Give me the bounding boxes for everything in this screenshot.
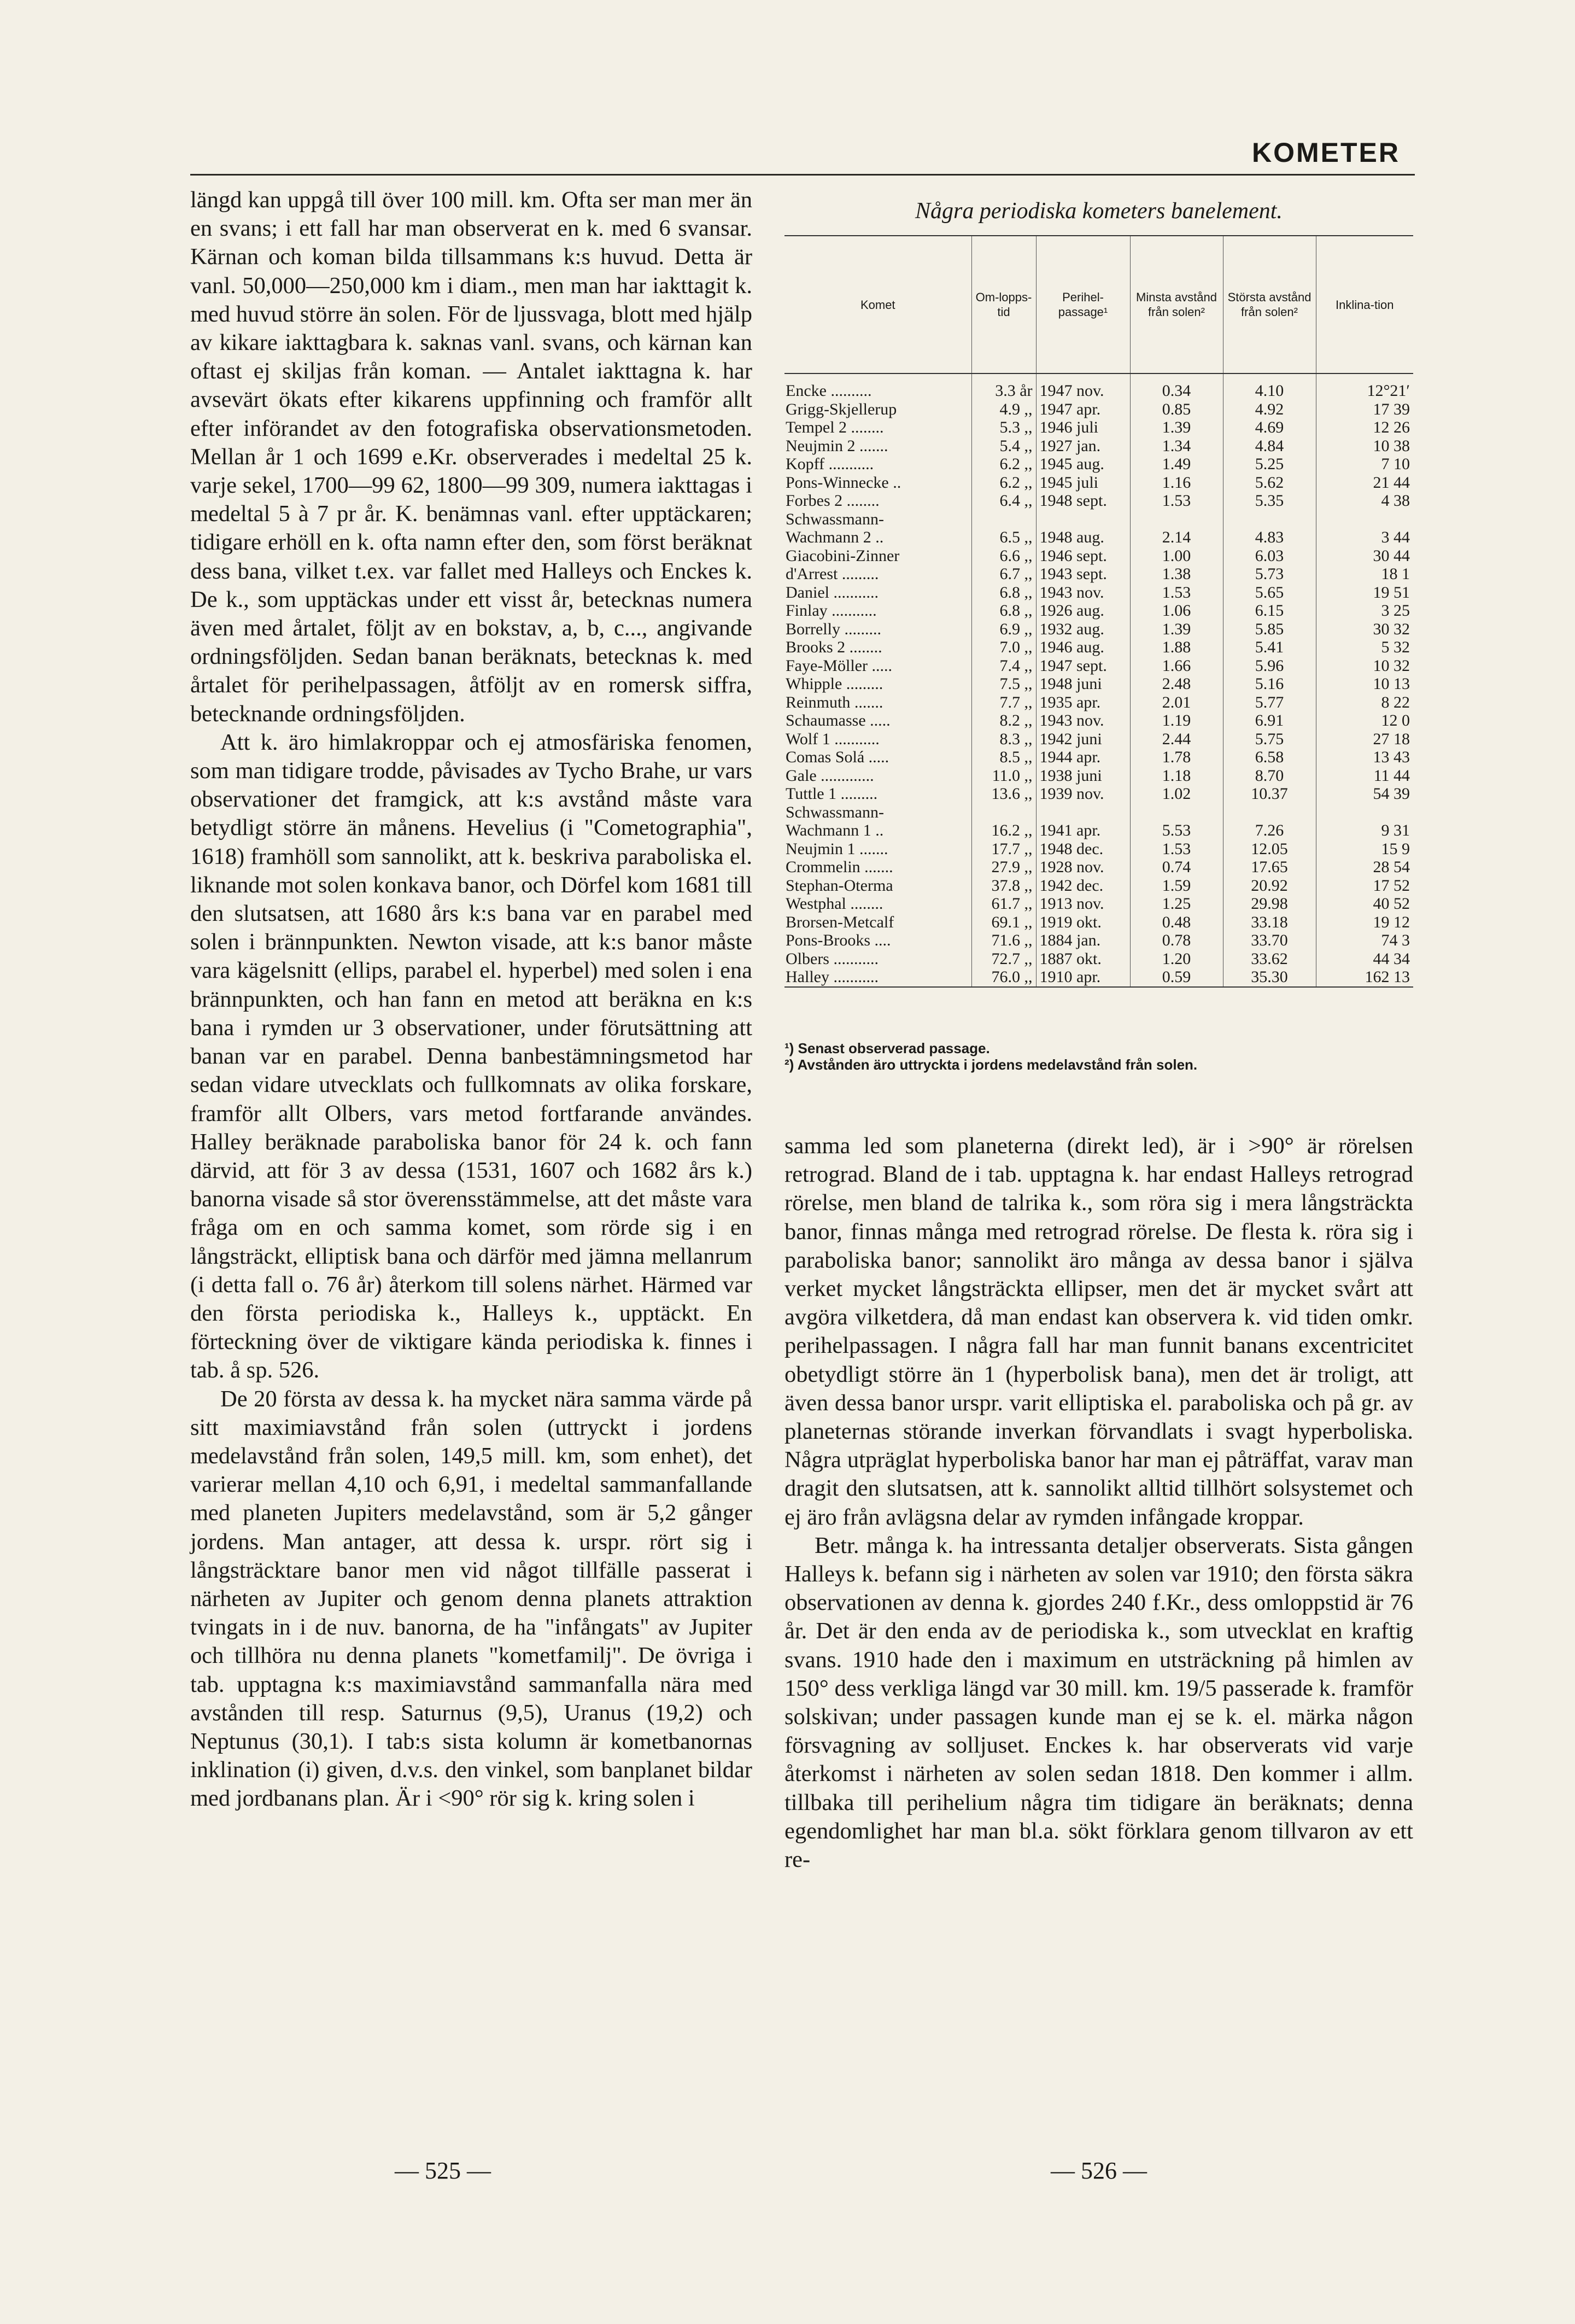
table-row <box>784 638 1413 657</box>
cell-komet: Reinmuth ....... <box>786 693 883 711</box>
header-rule <box>190 174 1415 176</box>
table-row <box>784 474 1413 492</box>
cell-storsta-avstand: 17.65 <box>1223 858 1316 877</box>
cell-storsta-avstand: 5.73 <box>1223 565 1316 583</box>
cell-storsta-avstand: 6.58 <box>1223 748 1316 767</box>
table-row <box>784 528 1413 547</box>
cell-storsta-avstand: 6.03 <box>1223 547 1316 565</box>
cell-perihelpassage: 1935 apr. <box>1036 693 1130 712</box>
cell-storsta-avstand: 12.05 <box>1223 840 1316 859</box>
cell-minsta-avstand: 1.25 <box>1130 895 1223 913</box>
cell-storsta-avstand: 6.15 <box>1223 602 1316 620</box>
cell-perihelpassage: 1910 apr. <box>1036 968 1130 987</box>
cell-komet: Faye-Möller ..... <box>786 656 892 675</box>
paragraph: Att k. äro himlakroppar och ej atmosfäriska fenomen, som man tidigare trodde, påvisades av Tycho Brahe, ur vars observationer det framgick, att k:s avstånd måste vara betydligt större än månens. Hevelius (i "Cometographia", 1618) framhöll som sannolikt, att k. beskriva paraboliska el. liknande mot solen konkava banor, och Dörfel kom 1681 till den slutsatsen, att 1680 års k:s bana var en parabel med solen i brännpunkten. Newton visade, att k:s banor måste vara kägelsnitt (ellips, parabel el. hyperbel) med solen i ena brännpunkten, och han fann en metod att beräkna en k:s bana i rymden ur 3 observationer, under förutsättning att banan var en parabel. Denna banbestämningsmetod har sedan vidare utvecklats och fullkomnats av olika forskare, framför allt Olbers, vars metod fortfarande användes. Halley beräknade paraboliska banor för 24 k. och fann därvid, att för 3 av dessa (1531, 1607 och 1682 års k.) banorna visade så stor överensstämmelse, att det måste vara fråga om en och samma komet, som rörde sig i en långsträckt, elliptisk bana och därför med jämna mellanrum (i detta fall o. 76 år) återkom till solens närhet. Härmed var den första periodiska k., Halleys k., upptäckt. En förteckning över de viktigare kända periodiska k. finnes i tab. å sp. 526. <box>190 729 752 1383</box>
table-row <box>784 437 1413 456</box>
cell-omloppstid: 8.5 ,, <box>971 748 1036 767</box>
cell-komet: Schwassmann- <box>786 510 884 528</box>
cell-inklination: 30 32 <box>1316 620 1413 639</box>
cell-omloppstid: 6.4 ,, <box>971 492 1036 510</box>
cell-storsta-avstand <box>1223 803 1316 822</box>
paragraph: samma led som planeterna (direkt led), är i >90° är rörelsen retrograd. Bland de i tab. upptagna k. har endast Halleys retrograd rörelse, men bland de talrika k., som röra sig i mera långsträckta banor, finnas många med retrograd rörelse. De flesta k. röra sig i paraboliska banor; sannolikt äro många av dessa banor i själva verket mycket långsträckta ellipser, men det är mycket svårt att avgöra vilketdera, då man endast kan observera k. vid tiden omkr. perihelpassagen. I några fall har man funnit banans excentricitet obetydligt större än 1 (hyperbolisk bana), men det är troligt, att även dessa banor urspr. varit elliptiska el. paraboliska och på gr. av planeternas störande inverkan förvandlats i svagt hyperboliska. Några utpräglat hyperboliska banor har man ej påträffat, varav man dragit den slutsatsen, att k. sannolikt alltid tillhört solsystemet och ej äro från avlägsna delar av rymden infångade kroppar. <box>784 1133 1413 1530</box>
cell-komet: Encke .......... <box>786 382 872 400</box>
cell-perihelpassage: 1947 sept. <box>1036 657 1130 675</box>
table-row <box>784 840 1413 859</box>
cell-inklination: 19 12 <box>1316 913 1413 932</box>
footnote: ¹) Senast observerad passage. <box>784 1040 990 1056</box>
cell-storsta-avstand: 4.83 <box>1223 528 1316 547</box>
cell-storsta-avstand: 33.62 <box>1223 950 1316 968</box>
cell-storsta-avstand: 4.10 <box>1223 373 1316 400</box>
cell-perihelpassage: 1938 juni <box>1036 767 1130 785</box>
header-komet: Komet <box>784 236 971 373</box>
table-header-row <box>784 236 1413 373</box>
cell-omloppstid: 7.4 ,, <box>971 657 1036 675</box>
cell-inklination: 21 44 <box>1316 474 1413 492</box>
cell-komet: Comas Solá ..... <box>786 748 889 766</box>
cell-omloppstid: 6.9 ,, <box>971 620 1036 639</box>
cell-perihelpassage <box>1036 803 1130 822</box>
header-storsta-avstand: Största avstånd från solen² <box>1223 236 1316 373</box>
cell-omloppstid: 17.7 ,, <box>971 840 1036 859</box>
cell-omloppstid: 76.0 ,, <box>971 968 1036 987</box>
cell-omloppstid: 37.8 ,, <box>971 877 1036 895</box>
cell-minsta-avstand: 1.39 <box>1130 620 1223 639</box>
cell-minsta-avstand: 1.20 <box>1130 950 1223 968</box>
cell-komet: Tuttle 1 ......... <box>786 785 878 803</box>
cell-komet: Neujmin 1 ....... <box>786 839 888 858</box>
table-row <box>784 657 1413 675</box>
cell-omloppstid: 72.7 ,, <box>971 950 1036 968</box>
cell-minsta-avstand: 2.48 <box>1130 675 1223 693</box>
cell-inklination: 4 38 <box>1316 492 1413 510</box>
table-row <box>784 373 1413 400</box>
header-minsta-avstand: Minsta avstånd från solen² <box>1130 236 1223 373</box>
cell-perihelpassage: 1919 okt. <box>1036 913 1130 932</box>
cell-perihelpassage: 1948 dec. <box>1036 840 1130 859</box>
cell-perihelpassage: 1947 apr. <box>1036 400 1130 419</box>
cell-omloppstid: 6.6 ,, <box>971 547 1036 565</box>
cell-storsta-avstand <box>1223 510 1316 529</box>
table-row <box>784 748 1413 767</box>
cell-storsta-avstand: 29.98 <box>1223 895 1316 913</box>
cell-omloppstid: 5.4 ,, <box>971 437 1036 456</box>
cell-perihelpassage: 1943 nov. <box>1036 583 1130 602</box>
cell-komet: Brooks 2 ........ <box>786 638 882 656</box>
cell-omloppstid: 6.5 ,, <box>971 528 1036 547</box>
cell-storsta-avstand: 20.92 <box>1223 877 1316 895</box>
cell-komet: d'Arrest ......... <box>786 565 879 583</box>
cell-storsta-avstand: 5.65 <box>1223 583 1316 602</box>
cell-storsta-avstand: 5.62 <box>1223 474 1316 492</box>
cell-inklination: 3 25 <box>1316 602 1413 620</box>
table-row <box>784 877 1413 895</box>
cell-minsta-avstand: 1.02 <box>1130 785 1223 803</box>
table-row <box>784 492 1413 510</box>
cell-perihelpassage: 1948 aug. <box>1036 528 1130 547</box>
cell-komet: Wachmann 2 .. <box>786 528 884 546</box>
cell-storsta-avstand: 5.16 <box>1223 675 1316 693</box>
cell-storsta-avstand: 35.30 <box>1223 968 1316 987</box>
cell-perihelpassage: 1887 okt. <box>1036 950 1130 968</box>
table-caption: Några periodiska kometers banelement. <box>915 198 1283 224</box>
table-row <box>784 693 1413 712</box>
cell-komet: Forbes 2 ........ <box>786 492 880 510</box>
table-row <box>784 767 1413 785</box>
cell-storsta-avstand: 6.91 <box>1223 711 1316 730</box>
page-number-left: — 525 — <box>395 2157 491 2184</box>
cell-storsta-avstand: 4.69 <box>1223 418 1316 437</box>
cell-inklination: 44 34 <box>1316 950 1413 968</box>
cell-omloppstid: 6.7 ,, <box>971 565 1036 583</box>
page-number-right: — 526 — <box>1051 2157 1147 2184</box>
cell-perihelpassage: 1946 juli <box>1036 418 1130 437</box>
cell-inklination: 17 52 <box>1316 877 1413 895</box>
cell-inklination: 54 39 <box>1316 785 1413 803</box>
cell-komet: Brorsen-Metcalf <box>786 913 894 931</box>
cell-minsta-avstand: 2.44 <box>1130 730 1223 749</box>
cell-minsta-avstand: 0.78 <box>1130 931 1223 950</box>
cell-omloppstid: 8.3 ,, <box>971 730 1036 749</box>
cell-komet: Halley ........... <box>784 968 971 987</box>
cell-minsta-avstand: 1.66 <box>1130 657 1223 675</box>
header-omloppstid: Om-lopps-tid <box>971 236 1036 373</box>
cell-minsta-avstand: 1.34 <box>1130 437 1223 456</box>
cell-storsta-avstand: 5.75 <box>1223 730 1316 749</box>
cell-komet: Giacobini-Zinner <box>786 546 900 565</box>
table-row <box>784 895 1413 913</box>
cell-perihelpassage: 1946 sept. <box>1036 547 1130 565</box>
cell-perihelpassage: 1942 juni <box>1036 730 1130 749</box>
cell-storsta-avstand: 5.35 <box>1223 492 1316 510</box>
cell-inklination <box>1316 510 1413 529</box>
cell-omloppstid: 69.1 ,, <box>971 913 1036 932</box>
cell-minsta-avstand: 1.06 <box>1130 602 1223 620</box>
cell-komet: Wolf 1 ........... <box>786 729 880 748</box>
cell-perihelpassage: 1945 aug. <box>1036 455 1130 474</box>
page-header-title: KOMETER <box>1252 137 1400 168</box>
cell-minsta-avstand: 0.59 <box>1130 968 1223 987</box>
cell-minsta-avstand: 0.48 <box>1130 913 1223 932</box>
table-row <box>784 547 1413 565</box>
cell-storsta-avstand: 5.96 <box>1223 657 1316 675</box>
cell-storsta-avstand: 5.77 <box>1223 693 1316 712</box>
cell-omloppstid: 6.8 ,, <box>971 602 1036 620</box>
cell-omloppstid: 6.8 ,, <box>971 583 1036 602</box>
table-row <box>784 583 1413 602</box>
cell-inklination: 74 3 <box>1316 931 1413 950</box>
cell-omloppstid: 11.0 ,, <box>971 767 1036 785</box>
cell-komet: Schaumasse ..... <box>786 711 891 729</box>
cell-minsta-avstand: 1.39 <box>1130 418 1223 437</box>
cell-inklination: 9 31 <box>1316 821 1413 840</box>
cell-storsta-avstand: 4.84 <box>1223 437 1316 456</box>
cell-omloppstid: 7.7 ,, <box>971 693 1036 712</box>
cell-perihelpassage: 1913 nov. <box>1036 895 1130 913</box>
cell-minsta-avstand: 0.74 <box>1130 858 1223 877</box>
cell-inklination: 28 54 <box>1316 858 1413 877</box>
cell-omloppstid: 6.2 ,, <box>971 474 1036 492</box>
cell-komet: Stephan-Oterma <box>786 876 893 895</box>
cell-inklination: 5 32 <box>1316 638 1413 657</box>
cell-storsta-avstand: 8.70 <box>1223 767 1316 785</box>
cell-inklination: 3 44 <box>1316 528 1413 547</box>
cell-minsta-avstand: 5.53 <box>1130 821 1223 840</box>
cell-inklination: 162 13 <box>1316 968 1413 987</box>
cell-inklination: 40 52 <box>1316 895 1413 913</box>
paragraph: Betr. många k. ha intressanta detaljer observerats. Sista gången Halleys k. befann sig i närheten av solen var 1910; den första säkra observationen av denna k. gjordes 240 f.Kr., dess omloppstid är 76 år. Det är den enda av de periodiska k., som utvecklat en kraftig svans. 1910 hade den i maximum en utsträckning på himlen av 150° dess verkliga längd var 30 mill. km. 19/5 passerade k. framför solskivan; under passagen kunde man ej se k. el. märka någon försvagning av solljuset. Enckes k. har observerats vid varje återkomst i närheten av solen sedan 1818. Den kommer i allm. tillbaka till perihelium några tim tidigare än beräknats; denna egendomlighet har man bl.a. sökt förklara genom tillvaron av ett re- <box>784 1532 1413 1873</box>
cell-omloppstid: 4.9 ,, <box>971 400 1036 419</box>
table-row <box>784 418 1413 437</box>
cell-komet: Kopff ........... <box>786 455 874 473</box>
header-perihelpassage: Perihel-passage¹ <box>1036 236 1130 373</box>
table-row <box>784 400 1413 419</box>
cell-perihelpassage: 1943 sept. <box>1036 565 1130 583</box>
cell-komet: Borrelly ......... <box>786 620 881 638</box>
cell-komet: Pons-Winnecke .. <box>786 473 901 492</box>
cell-storsta-avstand: 7.26 <box>1223 821 1316 840</box>
table-row <box>784 803 1413 822</box>
cell-omloppstid: 5.3 ,, <box>971 418 1036 437</box>
table-row <box>784 711 1413 730</box>
cell-minsta-avstand: 1.59 <box>1130 877 1223 895</box>
table-row <box>784 950 1413 968</box>
table-row <box>784 858 1413 877</box>
cell-komet: Westphal ........ <box>786 895 883 913</box>
cell-komet: Wachmann 1 .. <box>786 821 884 839</box>
cell-storsta-avstand: 5.41 <box>1223 638 1316 657</box>
cell-omloppstid: 7.5 ,, <box>971 675 1036 693</box>
cell-minsta-avstand: 0.85 <box>1130 400 1223 419</box>
cell-omloppstid: 61.7 ,, <box>971 895 1036 913</box>
cell-minsta-avstand: 2.01 <box>1130 693 1223 712</box>
cell-omloppstid: 71.6 ,, <box>971 931 1036 950</box>
cell-inklination: 12 0 <box>1316 711 1413 730</box>
table-row <box>784 675 1413 693</box>
cell-inklination: 10 13 <box>1316 675 1413 693</box>
cell-omloppstid: 27.9 ,, <box>971 858 1036 877</box>
cell-perihelpassage: 1941 apr. <box>1036 821 1130 840</box>
cell-inklination: 30 44 <box>1316 547 1413 565</box>
cell-omloppstid <box>971 510 1036 529</box>
cell-inklination: 17 39 <box>1316 400 1413 419</box>
cell-komet: Olbers ........... <box>786 949 879 968</box>
right-column <box>784 1132 1413 1874</box>
cell-perihelpassage: 1948 sept. <box>1036 492 1130 510</box>
cell-komet: Tempel 2 ........ <box>786 418 884 436</box>
header-inklination: Inklina-tion <box>1316 236 1413 373</box>
cell-perihelpassage <box>1036 510 1130 529</box>
cell-minsta-avstand <box>1130 803 1223 822</box>
table-row <box>784 968 1413 987</box>
cell-omloppstid: 16.2 ,, <box>971 821 1036 840</box>
table-row <box>784 730 1413 749</box>
cell-perihelpassage: 1945 juli <box>1036 474 1130 492</box>
table-row <box>784 821 1413 840</box>
cell-inklination: 12 26 <box>1316 418 1413 437</box>
cell-minsta-avstand: 1.53 <box>1130 840 1223 859</box>
cell-storsta-avstand: 33.70 <box>1223 931 1316 950</box>
table-row <box>784 565 1413 583</box>
table-row <box>784 510 1413 529</box>
table-row <box>784 913 1413 932</box>
cell-minsta-avstand: 1.53 <box>1130 583 1223 602</box>
cell-minsta-avstand: 1.38 <box>1130 565 1223 583</box>
cell-omloppstid: 13.6 ,, <box>971 785 1036 803</box>
cell-storsta-avstand: 5.85 <box>1223 620 1316 639</box>
cell-inklination: 19 51 <box>1316 583 1413 602</box>
table-row <box>784 455 1413 474</box>
cell-perihelpassage: 1944 apr. <box>1036 748 1130 767</box>
cell-perihelpassage: 1884 jan. <box>1036 931 1130 950</box>
comet-table <box>784 235 1413 988</box>
table-footnotes <box>784 1040 1413 1073</box>
cell-minsta-avstand: 0.34 <box>1130 373 1223 400</box>
table-row <box>784 620 1413 639</box>
cell-perihelpassage: 1943 nov. <box>1036 711 1130 730</box>
cell-minsta-avstand: 1.49 <box>1130 455 1223 474</box>
cell-perihelpassage: 1932 aug. <box>1036 620 1130 639</box>
cell-inklination: 27 18 <box>1316 730 1413 749</box>
cell-omloppstid <box>971 803 1036 822</box>
cell-minsta-avstand: 1.88 <box>1130 638 1223 657</box>
cell-minsta-avstand: 1.16 <box>1130 474 1223 492</box>
cell-inklination: 11 44 <box>1316 767 1413 785</box>
cell-minsta-avstand: 1.53 <box>1130 492 1223 510</box>
cell-omloppstid: 7.0 ,, <box>971 638 1036 657</box>
cell-inklination: 15 9 <box>1316 840 1413 859</box>
cell-storsta-avstand: 4.92 <box>1223 400 1316 419</box>
cell-omloppstid: 6.2 ,, <box>971 455 1036 474</box>
cell-komet: Pons-Brooks .... <box>786 931 891 949</box>
cell-komet: Daniel ........... <box>786 583 879 602</box>
cell-komet: Whipple ......... <box>786 675 883 693</box>
cell-komet: Schwassmann- <box>786 803 884 821</box>
cell-inklination: 13 43 <box>1316 748 1413 767</box>
cell-perihelpassage: 1928 nov. <box>1036 858 1130 877</box>
cell-omloppstid: 8.2 ,, <box>971 711 1036 730</box>
cell-minsta-avstand: 1.78 <box>1130 748 1223 767</box>
cell-minsta-avstand <box>1130 510 1223 529</box>
paragraph: De 20 första av dessa k. ha mycket nära samma värde på sitt maximiavstånd från solen (uttryckt i jordens medelavstånd från solen, 149,5 mill. km, som enhet), det varierar mellan 4,10 och 6,91, i medeltal sammanfallande med planeten Jupiters medelavstånd, som är 5,2 gånger jordens. Man antager, att dessa k. urspr. rört sig i långsträcktare banor men vid något tillfälle passerat i närheten av Jupiter och genom denna planets attraktion tvingats in i de nuv. banorna, de ha "infångats" av Jupiter och tillhöra nu denna planets "kometfamilj". De övriga i tab. upptagna k:s maximiavstånd sammanfalla nära med avstånden till resp. Saturnus (9,5), Uranus (19,2) och Neptunus (30,1). I tab:s sista kolumn är kometbanornas inklination (i) given, d.v.s. den vinkel, som banplanet bildar med jordbanans plan. Är i <90° rör sig k. kring solen i <box>190 1386 752 1812</box>
table-row <box>784 785 1413 803</box>
cell-storsta-avstand: 10.37 <box>1223 785 1316 803</box>
cell-komet: Finlay ........... <box>786 602 877 620</box>
cell-minsta-avstand: 1.19 <box>1130 711 1223 730</box>
cell-inklination: 10 32 <box>1316 657 1413 675</box>
footnote: ²) Avstånden äro uttryckta i jordens medelavstånd från solen. <box>784 1056 1198 1073</box>
cell-inklination: 18 1 <box>1316 565 1413 583</box>
cell-perihelpassage: 1927 jan. <box>1036 437 1130 456</box>
cell-inklination <box>1316 803 1413 822</box>
cell-inklination: 7 10 <box>1316 455 1413 474</box>
cell-inklination: 10 38 <box>1316 437 1413 456</box>
table-row <box>784 602 1413 620</box>
cell-minsta-avstand: 1.00 <box>1130 547 1223 565</box>
cell-perihelpassage: 1946 aug. <box>1036 638 1130 657</box>
cell-perihelpassage: 1948 juni <box>1036 675 1130 693</box>
cell-inklination: 12°21′ <box>1316 373 1413 400</box>
cell-storsta-avstand: 33.18 <box>1223 913 1316 932</box>
left-column <box>190 186 752 1813</box>
cell-perihelpassage: 1939 nov. <box>1036 785 1130 803</box>
cell-inklination: 8 22 <box>1316 693 1413 712</box>
cell-perihelpassage: 1947 nov. <box>1036 373 1130 400</box>
cell-minsta-avstand: 2.14 <box>1130 528 1223 547</box>
cell-perihelpassage: 1926 aug. <box>1036 602 1130 620</box>
cell-perihelpassage: 1942 dec. <box>1036 877 1130 895</box>
paragraph: längd kan uppgå till över 100 mill. km. Ofta ser man mer än en svans; i ett fall har man observerat en k. med 6 svansar. Kärnan och koman bilda tillsammans k:s huvud. Detta är vanl. 50,000—250,000 km i diam., men man har iakttagit k. med huvud större än solen. För de ljussvaga, blott med hjälp av kikare iakttagbara k. saknas vanl. svans, och kärnan kan oftast ej skiljas från koman. — Antalet iakttagna k. har avsevärt ökats efter kikarens uppfinning och framför allt efter införandet av den fotografiska observationsmetoden. Mellan år 1 och 1699 e.Kr. observerades i medeltal 25 k. varje sekel, 1700—99 62, 1800—99 309, numera iakttagas i medeltal 5 à 7 pr år. K. benämnas vanl. efter upptäckaren; tidigare erhöll en k. ofta namn efter den, som först beräknat dess bana, vilket t.ex. var fallet med Halleys och Enckes k. De k., som upptäckas under ett visst år, betecknas numera även med årtalet, följt av en bokstav, a, b, c..., angivande ordningsföljden. Sedan banan beräknats, betecknas k. med årtalet för perihelpassagen, åtföljt av en romersk siffra, betecknande ordningsföljden. <box>190 187 752 727</box>
cell-minsta-avstand: 1.18 <box>1130 767 1223 785</box>
cell-komet: Gale ............. <box>786 766 874 785</box>
cell-omloppstid: 3.3 år <box>971 373 1036 400</box>
table-row <box>784 931 1413 950</box>
cell-komet: Grigg-Skjellerup <box>786 400 897 418</box>
cell-komet: Neujmin 2 ....... <box>786 436 888 455</box>
cell-komet: Crommelin ....... <box>786 858 893 876</box>
cell-storsta-avstand: 5.25 <box>1223 455 1316 474</box>
